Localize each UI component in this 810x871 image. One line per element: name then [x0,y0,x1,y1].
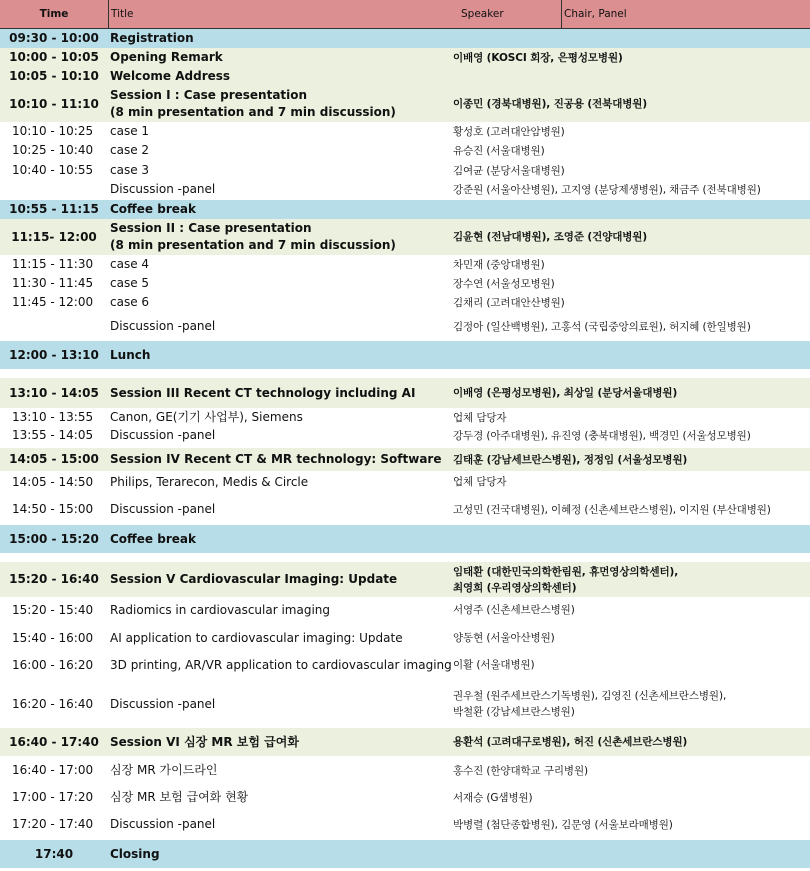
row-time [0,757,108,784]
table-row [0,426,810,445]
title-text: Discussion -panel [110,182,216,196]
row-speaker [453,312,810,341]
time-text: 13:55 - 14:05 [12,428,94,442]
row-time [0,255,108,274]
row-time [0,728,108,756]
table-row [0,784,810,811]
row-speaker [453,86,810,122]
time-text: 15:00 - 15:20 [9,531,99,546]
speaker-text: 김윤현 (전남대병원), 조영준 (건양대병원) [453,231,648,243]
row-title [110,161,452,180]
time-text: 13:10 - 14:05 [9,385,99,400]
row-title [110,378,452,408]
row-title [110,525,452,553]
title-text: AI application to cardiovascular imaging: Update [110,630,403,645]
row-speaker [453,180,810,199]
table-row [0,494,810,525]
speaker-text: 업체 담당자 [453,476,507,488]
speaker-text: 김태훈 (강남세브란스병원), 정정임 (서울성모병원) [453,453,688,466]
row-title [110,448,452,471]
row-speaker [453,685,810,723]
table-row [0,840,810,868]
row-title [110,180,452,199]
row-time [0,86,108,122]
row-time [0,494,108,525]
row-speaker [453,472,810,492]
title-text: Session III Recent CT technology including AI [110,385,416,400]
time-text: 11:30 - 11:45 [12,276,94,290]
title-text: case 2 [110,143,150,157]
title-text: Session IV Recent CT & MR technology: Software [110,452,442,466]
speaker-text: 김여균 (분당서울대병원) [453,164,565,177]
time-text: 17:40 [34,846,74,861]
row-title [110,274,452,293]
row-title [110,86,452,122]
title-text: (8 min presentation and 7 min discussion) [110,238,396,252]
header-time-label: Time [39,7,69,20]
speaker-text: 장수연 (서울성모병원) [453,277,555,290]
title-text: Discussion -panel [110,817,216,831]
row-time [0,29,108,48]
row-time [0,161,108,180]
row-title [110,624,452,652]
row-time [0,840,108,868]
table-row [0,274,810,293]
speaker-text: 서재승 (G샘병원) [453,791,533,804]
time-text: 15:20 - 15:40 [12,602,94,617]
row-title [110,811,452,838]
row-title [110,141,452,160]
table-row [0,48,810,67]
row-title [110,685,452,723]
row-time [0,426,108,445]
table-row [0,757,810,784]
table-row [0,312,810,341]
title-text: case 3 [110,163,150,177]
speaker-text: 권우철 (원주세브란스기독병원), 김영진 (신촌세브란스병원), [453,690,727,702]
row-time [0,408,108,427]
time-text: 10:40 - 10:55 [12,163,94,177]
title-text: Discussion -panel [110,502,216,516]
header-title [111,0,451,28]
row-time [0,293,108,312]
row-title [110,293,452,312]
table-row [0,141,810,160]
row-title [110,597,452,623]
speaker-text: 김채리 (고려대안산병원) [453,296,565,309]
row-speaker [453,757,810,784]
row-title [110,784,452,811]
row-time [0,341,108,369]
row-title [110,840,452,868]
table-row [0,728,810,756]
speaker-text: 황성호 (고려대안암병원) [453,125,565,138]
row-time [0,122,108,141]
row-title [110,200,452,219]
time-text: 16:40 - 17:40 [9,734,99,749]
table-row [0,562,810,597]
speaker-text: 강준원 (서울아산병원), 고지영 (분당제생병원), 채금주 (전북대병원) [453,183,761,196]
table-row [0,200,810,219]
title-text: (8 min presentation and 7 min discussion) [110,105,396,119]
time-text: 11:15 - 11:30 [12,257,94,271]
time-text: 17:00 - 17:20 [12,790,94,804]
speaker-text: 임태환 (대한민국의학한림원, 휴먼영상의학센터), [453,565,679,578]
row-title [110,408,452,427]
time-text: 14:05 - 14:50 [12,474,94,489]
speaker-text: 고성민 (건국대병원), 이혜정 (신촌세브란스병원), 이지원 (부산대병원) [453,503,771,516]
row-speaker [453,494,810,525]
header-chair-label: Chair, Panel [564,7,627,20]
table-row [0,448,810,471]
row-time [0,200,108,219]
table-row [0,180,810,199]
time-text: 17:20 - 17:40 [12,817,94,831]
speaker-text: 서영주 (신촌세브란스병원) [453,604,575,616]
row-title [110,29,452,48]
time-text: 13:10 - 13:55 [12,410,94,424]
title-text: case 1 [110,124,150,138]
header-chair [564,0,804,28]
speaker-text: 차민재 (중앙대병원) [453,258,545,271]
table-row [0,408,810,427]
row-title [110,728,452,756]
title-text: Coffee break [110,531,196,546]
row-speaker [453,728,810,756]
table-row [0,472,810,492]
time-text: 15:20 - 16:40 [9,572,99,586]
table-row [0,86,810,122]
table-row [0,525,810,553]
table-row [0,624,810,652]
row-speaker [453,274,810,293]
header-title-label: Title [111,7,134,20]
speaker-text: 유승진 (서울대병원) [453,144,545,157]
title-text: Discussion -panel [110,696,216,711]
time-text: 11:45 - 12:00 [12,295,94,309]
time-text: 10:10 - 10:25 [12,124,94,138]
row-title [110,255,452,274]
time-text: 14:50 - 15:00 [12,502,94,516]
title-text: Radiomics in cardiovascular imaging [110,602,331,617]
row-speaker [453,525,810,553]
time-text: 10:00 - 10:05 [9,50,99,64]
time-text: 14:05 - 15:00 [9,452,99,466]
row-time [0,219,108,255]
row-speaker [453,200,810,219]
row-speaker [453,426,810,445]
speaker-text: 업체 담당자 [453,411,507,424]
speaker-text: 이종민 (경북대병원), 진공용 (전북대병원) [453,98,648,110]
row-title [110,219,452,255]
row-speaker [453,408,810,427]
row-time [0,784,108,811]
table-row [0,67,810,86]
title-text: Session II : Case presentation [110,221,312,235]
row-time [0,274,108,293]
speaker-text: 양동현 (서울아산병원) [453,632,555,644]
row-speaker [453,448,810,471]
row-time [0,180,108,199]
speaker-text: 홍수진 (한양대학교 구리병원) [453,764,588,777]
row-time [0,685,108,723]
header-speaker [461,0,561,28]
row-speaker [453,255,810,274]
table-row [0,597,810,623]
row-time [0,597,108,623]
time-text: 12:00 - 13:10 [9,347,99,362]
row-speaker [453,48,810,67]
row-speaker [453,562,810,597]
title-text: case 5 [110,276,150,290]
row-title [110,651,452,679]
title-text: Registration [110,31,194,45]
time-text: 15:40 - 16:00 [12,630,94,645]
row-speaker [453,219,810,255]
speaker-text: 최영희 (우리영상의학센터) [453,581,577,594]
table-row [0,29,810,48]
title-text: case 6 [110,295,150,309]
row-title [110,472,452,492]
row-speaker [453,341,810,369]
row-time [0,472,108,492]
title-text: 심장 MR 가이드라인 [110,763,218,777]
speaker-text: 김정아 (일산백병원), 고홍석 (국립중앙의료원), 허지혜 (한일병원) [453,320,751,333]
title-text: Welcome Address [110,69,231,83]
time-text: 10:25 - 10:40 [12,143,94,157]
row-time [0,67,108,86]
title-text: Philips, Terarecon, Medis & Circle [110,474,309,489]
row-speaker [453,811,810,838]
time-text: 10:55 - 11:15 [9,202,99,216]
row-time [0,651,108,679]
row-speaker [453,122,810,141]
speaker-text: 박병렬 (첨단종합병원), 김문영 (서울보라매병원) [453,818,673,831]
speaker-text: 이배영 (은평성모병원), 최상일 (분당서울대병원) [453,387,678,399]
title-text: 3D printing, AR/VR application to cardiovascular imaging [110,657,452,672]
speaker-text: 이활 (서울대병원) [453,659,535,671]
row-title [110,122,452,141]
time-text: 16:00 - 16:20 [12,657,94,672]
time-text: 10:10 - 11:10 [9,96,99,111]
row-speaker [453,141,810,160]
table-row [0,811,810,838]
title-text: Session V Cardiovascular Imaging: Update [110,572,398,586]
row-time [0,48,108,67]
header-time [0,0,108,28]
speaker-text: 용환석 (고려대구로병원), 허진 (신촌세브란스병원) [453,736,688,748]
row-time [0,448,108,471]
table-row [0,293,810,312]
table-row [0,122,810,141]
row-time [0,624,108,652]
table-row [0,378,810,408]
speaker-text: 박철환 (강남세브란스병원) [453,706,575,718]
time-text: 10:05 - 10:10 [9,69,99,83]
row-time [0,562,108,597]
time-text: 16:40 - 17:00 [12,763,94,777]
table-row [0,255,810,274]
title-text: Canon, GE(기기 사업부), Siemens [110,410,303,424]
row-speaker [453,651,810,679]
row-speaker [453,597,810,623]
table-header [0,0,810,29]
header-speaker-label: Speaker [461,7,504,20]
row-title [110,67,452,86]
row-title [110,426,452,445]
row-time [0,141,108,160]
time-text: 09:30 - 10:00 [9,31,99,45]
time-text: 11:15- 12:00 [11,229,97,244]
row-speaker [453,784,810,811]
title-text: Discussion -panel [110,428,216,442]
table-row [0,651,810,679]
table-row [0,161,810,180]
row-title [110,48,452,67]
speaker-text: 강두경 (아주대병원), 유진영 (충북대병원), 백경민 (서울성모병원) [453,429,751,442]
row-speaker [453,161,810,180]
title-text: Session VI 심장 MR 보험 급여화 [110,734,299,749]
row-title [110,757,452,784]
row-speaker [453,624,810,652]
table-row [0,219,810,255]
row-time [0,811,108,838]
title-text: Coffee break [110,202,196,216]
table-row [0,341,810,369]
row-speaker [453,67,810,86]
row-time [0,312,108,341]
title-text: Opening Remark [110,50,223,64]
row-title [110,341,452,369]
title-text: Closing [110,846,160,861]
row-title [110,312,452,341]
row-speaker [453,29,810,48]
row-speaker [453,378,810,408]
row-title [110,562,452,597]
title-text: Lunch [110,347,151,362]
title-text: Discussion -panel [110,319,216,333]
row-title [110,494,452,525]
title-text: 심장 MR 보험 급여화 현황 [110,790,249,804]
row-speaker [453,840,810,868]
row-speaker [453,293,810,312]
speaker-text: 이배영 (KOSCI 회장, 은평성모병원) [453,51,623,64]
table-row [0,685,810,723]
row-time [0,525,108,553]
title-text: Session I : Case presentation [110,88,308,102]
time-text: 16:20 - 16:40 [12,696,94,711]
title-text: case 4 [110,257,150,271]
row-time [0,378,108,408]
